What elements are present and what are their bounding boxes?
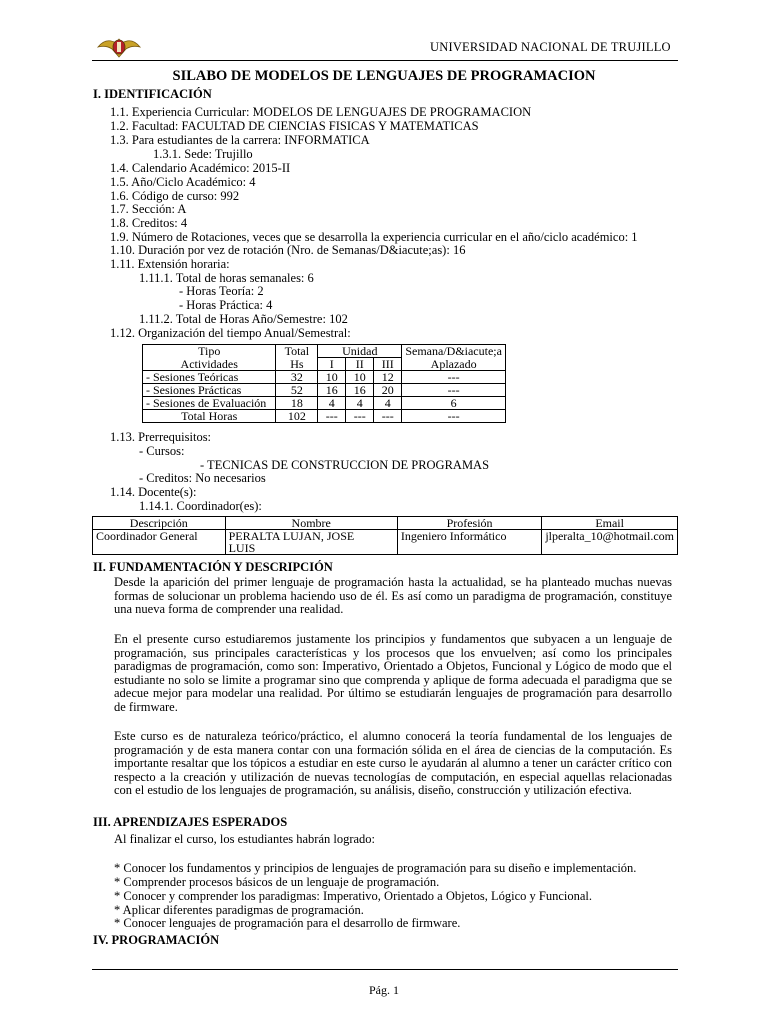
- list-item: * Conocer y comprender los paradigmas: Imperativo, Orientado a Objetos, Lógico y Funcional.: [114, 889, 592, 903]
- table-cell: ---: [374, 410, 402, 423]
- table-header: Nombre: [225, 517, 397, 530]
- section-programacion: IV. PROGRAMACIÓN: [93, 933, 220, 947]
- list-item: * Comprender procesos básicos de un lenguaje de programación.: [114, 875, 440, 889]
- table-cell: 32: [276, 371, 318, 384]
- table-cell: Total Horas: [143, 410, 276, 423]
- ident-line: 1.10. Duración por vez de rotación (Nro. de Semanas/D&iacute;as): 16: [110, 243, 466, 257]
- table-cell: ---: [318, 410, 346, 423]
- ident-line: 1.5. Año/Ciclo Académico: 4: [110, 175, 256, 189]
- table-cell: ---: [346, 410, 374, 423]
- ident-line: 1.4. Calendario Académico: 2015-II: [110, 161, 291, 175]
- table-cell: 16: [346, 384, 374, 397]
- table-row: [143, 345, 506, 358]
- ident-line: - TECNICAS DE CONSTRUCCION DE PROGRAMAS: [200, 458, 490, 472]
- ident-line: 1.11. Extensión horaria:: [110, 257, 230, 271]
- table-cell: [225, 530, 397, 555]
- table-cell: Coordinador General: [93, 530, 226, 555]
- table-cell: 12: [374, 371, 402, 384]
- ident-line: 1.7. Sección: A: [110, 202, 187, 216]
- ident-line: 1.11.1. Total de horas semanales: 6: [139, 271, 314, 285]
- table-cell: ---: [402, 371, 506, 384]
- fund-paragraph: En el presente curso estudiaremos justamente los principios y fundamentos que subyacen a un lenguaje de programación, sus principales características y los procesos que los envuelven; así como los principales paradigmas de programación, como son: Imperativo, Orientado a Objetos, Funcional y Lógico de modo que el estudiante no solo se limite a programar sino que comprenda y aplique de forma adecuada el paradigma que se adecue mejor para modelar una realidad. Por último se estudiarán lenguajes de programación para desarrollo de firmware.: [114, 632, 672, 714]
- table-cell: 4: [318, 397, 346, 410]
- ident-line: 1.13. Prerrequisitos:: [110, 430, 212, 444]
- page-number: Pág. 1: [369, 983, 399, 997]
- table-cell: 6: [402, 397, 506, 410]
- table-header: Descripción: [93, 517, 226, 530]
- org-time-table: [142, 344, 506, 423]
- section-identificacion: I. IDENTIFICACIÓN: [93, 87, 212, 101]
- aprend-intro: Al finalizar el curso, los estudiantes habrán logrado:: [114, 832, 376, 846]
- table-cell: 10: [346, 371, 374, 384]
- table-header: Aplazado: [402, 358, 506, 371]
- table-cell: 4: [346, 397, 374, 410]
- table-header: Tipo: [143, 345, 276, 358]
- docente-name-line: LUIS: [228, 541, 256, 555]
- ident-line: 1.3. Para estudiantes de la carrera: INFORMATICA: [110, 133, 370, 147]
- ident-line: 1.9. Número de Rotaciones, veces que se desarrolla la experiencia curricular en el año/ciclo académico: 1: [110, 230, 638, 244]
- list-item: * Conocer los fundamentos y principios de lenguajes de programación para su diseño e implementación.: [114, 861, 637, 875]
- table-header: III: [374, 358, 402, 371]
- table-cell: ---: [402, 384, 506, 397]
- table-row: [143, 371, 506, 384]
- table-header: Actividades: [143, 358, 276, 371]
- table-cell: 18: [276, 397, 318, 410]
- fund-paragraph: Desde la aparición del primer lenguaje de programación hasta la actualidad, se ha planteado muchas nuevas formas de solucionar un problema haciendo uso de él. Es así como un paradigma de programación, constituye una nueva forma de comprender una realidad.: [114, 575, 672, 617]
- university-seal-icon: [96, 33, 142, 61]
- footer-rule: [92, 969, 678, 970]
- table-row: [143, 358, 506, 371]
- ident-line: 1.8. Creditos: 4: [110, 216, 188, 230]
- table-header: Email: [542, 517, 678, 530]
- ident-line: 1.6. Código de curso: 992: [110, 189, 240, 203]
- table-cell: jlperalta_10@hotmail.com: [542, 530, 678, 555]
- header-rule: [92, 60, 678, 61]
- table-row: [143, 384, 506, 397]
- table-cell: - Sesiones Teóricas: [143, 371, 276, 384]
- table-row: [143, 397, 506, 410]
- table-header: Hs: [276, 358, 318, 371]
- table-cell: 10: [318, 371, 346, 384]
- table-header: Profesión: [397, 517, 541, 530]
- document-title: SILABO DE MODELOS DE LENGUAJES DE PROGRAMACION: [172, 68, 596, 84]
- table-header: Semana/D&iacute;a: [402, 345, 506, 358]
- table-cell: 20: [374, 384, 402, 397]
- ident-line: 1.11.2. Total de Horas Año/Semestre: 102: [139, 312, 348, 326]
- ident-line: 1.1. Experiencia Curricular: MODELOS DE LENGUAJES DE PROGRAMACION: [110, 105, 532, 119]
- section-aprendizajes: III. APRENDIZAJES ESPERADOS: [93, 815, 288, 829]
- table-cell: - Sesiones de Evaluación: [143, 397, 276, 410]
- table-cell: ---: [402, 410, 506, 423]
- list-item: * Aplicar diferentes paradigmas de programación.: [114, 903, 364, 917]
- ident-line: 1.3.1. Sede: Trujillo: [153, 147, 253, 161]
- table-cell: - Sesiones Prácticas: [143, 384, 276, 397]
- docente-name-line: PERALTA LUJAN, JOSE: [228, 529, 355, 543]
- ident-line: - Cursos:: [139, 444, 185, 458]
- table-cell: 52: [276, 384, 318, 397]
- table-cell: 4: [374, 397, 402, 410]
- table-cell: 102: [276, 410, 318, 423]
- ident-line: - Horas Teoría: 2: [179, 284, 264, 298]
- ident-line: 1.12. Organización del tiempo Anual/Semestral:: [110, 326, 351, 340]
- table-row: [143, 410, 506, 423]
- table-header: I: [318, 358, 346, 371]
- table-cell: 16: [318, 384, 346, 397]
- ident-line: - Creditos: No necesarios: [139, 471, 266, 485]
- ident-line: - Horas Práctica: 4: [179, 298, 273, 312]
- docente-table: [92, 516, 678, 555]
- table-cell: Ingeniero Informático: [397, 530, 541, 555]
- table-row: [93, 517, 678, 530]
- university-name: UNIVERSIDAD NACIONAL DE TRUJILLO: [430, 40, 671, 54]
- ident-line: 1.14.1. Coordinador(es):: [139, 499, 262, 513]
- list-item: * Conocer lenguajes de programación para el desarrollo de firmware.: [114, 916, 461, 930]
- fund-paragraph: Este curso es de naturaleza teórico/práctico, el alumno conocerá la teoría fundamental de los lenguajes de programación y de esta manera contar con una formación sólida en el área de ciencias de la computación. Es importante resaltar que los tópicos a estudiar en este curso le ayudarán al alumno a tener un carácter crítico con respecto a la creación y utilización de nuevas tecnologías de computación, en especial aquellas relacionadas con el estudio de los lenguajes de programación, su análisis, diseño, construcción y utilización efectiva.: [114, 729, 672, 798]
- table-header: II: [346, 358, 374, 371]
- table-header: Unidad: [318, 345, 402, 358]
- section-fundamentacion: II. FUNDAMENTACIÓN Y DESCRIPCIÓN: [93, 560, 333, 574]
- ident-line: 1.14. Docente(s):: [110, 485, 197, 499]
- table-header: Total: [276, 345, 318, 358]
- table-row: [93, 530, 678, 555]
- ident-line: 1.2. Facultad: FACULTAD DE CIENCIAS FISICAS Y MATEMATICAS: [110, 119, 479, 133]
